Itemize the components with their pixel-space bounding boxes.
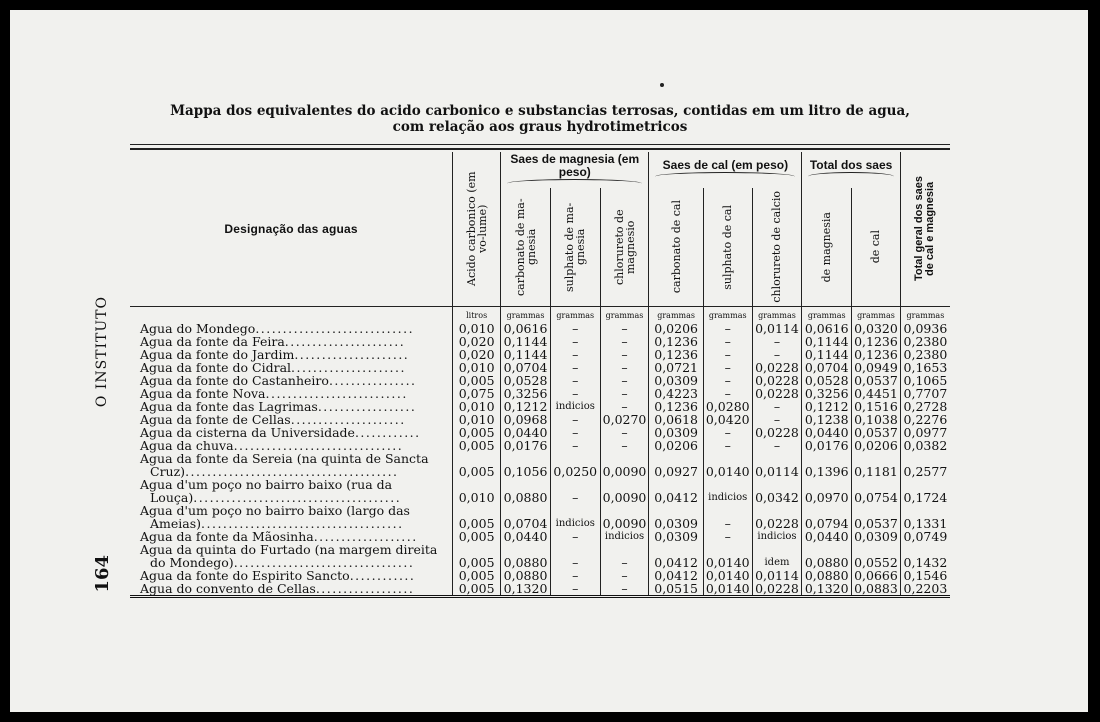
top-rule-thick [130, 148, 950, 150]
unit-label: grammas [703, 307, 752, 323]
value-cell: 0,0749 [900, 530, 950, 543]
value-cell: – [600, 348, 649, 361]
value-cell: 0,0114 [752, 322, 802, 335]
value-cell: 0,0880 [501, 569, 551, 582]
unit-label: grammas [649, 307, 703, 323]
value-cell: – [550, 413, 600, 426]
value-cell: 0,0228 [752, 387, 802, 400]
value-cell: 0,0949 [852, 361, 901, 374]
value-cell: 0,0420 [703, 413, 752, 426]
data-table [130, 152, 950, 598]
value-cell: 0,1236 [852, 348, 901, 361]
value-cell: 0,2203 [900, 582, 950, 597]
value-cell: 0,0880 [501, 543, 551, 569]
value-cell: 0,0412 [649, 543, 703, 569]
value-cell: 0,0721 [649, 361, 703, 374]
value-cell: – [703, 348, 752, 361]
water-name-line: Agua do convento de Cellas.................. [140, 581, 415, 596]
value-cell: 0,2577 [900, 452, 950, 478]
value-cell: 0,0140 [703, 569, 752, 582]
value-cell: 0,0090 [600, 504, 649, 530]
value-cell: – [752, 400, 802, 413]
value-cell: 0,1236 [649, 335, 703, 348]
value-cell: 0,0228 [752, 374, 802, 387]
value-cell: 0,1236 [649, 400, 703, 413]
value-cell: 0,0794 [802, 504, 852, 530]
leader-dots: ..................................... [201, 516, 404, 531]
leader-dots: ............ [349, 568, 416, 583]
header-chlorureto-magnesio: chlorureto de magnesio [600, 188, 649, 307]
value-cell: – [600, 543, 649, 569]
value-cell: – [752, 348, 802, 361]
value-cell: 0,1653 [900, 361, 950, 374]
value-cell: 0,0206 [649, 439, 703, 452]
header-chlorureto-calcio: chlorureto de calcio [752, 188, 802, 307]
ink-dot [660, 83, 664, 87]
table-row [130, 543, 950, 569]
value-cell: idem [752, 543, 802, 569]
water-name-line: Louça)...................................... [150, 490, 402, 505]
value-cell: 0,0228 [752, 504, 802, 530]
unit-label: grammas [802, 307, 852, 323]
top-rule [130, 144, 950, 145]
value-cell: 0,3256 [802, 387, 852, 400]
header-de-magnesia: de magnesia [802, 188, 852, 307]
water-name [130, 452, 453, 478]
value-cell: 0,0250 [550, 452, 600, 478]
water-name-line: do Mondego)................................. [150, 555, 415, 570]
value-cell: – [703, 374, 752, 387]
water-name-line: Agua da fonte do Castanheiro................ [140, 373, 417, 388]
value-cell: 0,0140 [703, 543, 752, 569]
value-cell: 0,0412 [649, 478, 703, 504]
value-cell: 0,005 [453, 504, 501, 530]
leader-dots: ..................... [290, 412, 406, 427]
value-cell: 0,0140 [703, 452, 752, 478]
value-cell: 0,010 [453, 478, 501, 504]
value-cell: 0,0309 [649, 530, 703, 543]
water-name-line: Agua da fonte de Cellas..................... [140, 412, 406, 427]
value-cell: – [600, 439, 649, 452]
value-cell: 0,0936 [900, 322, 950, 335]
value-cell: 0,0968 [501, 413, 551, 426]
value-cell: – [550, 335, 600, 348]
water-name-line: Agua da fonte das Lagrimas.................. [140, 399, 417, 414]
value-cell: 0,005 [453, 439, 501, 452]
value-cell: indicios [600, 530, 649, 543]
header-group-total: Total dos saes [802, 152, 900, 188]
unit-label: grammas [900, 307, 950, 323]
value-cell: 0,005 [453, 582, 501, 597]
value-cell: 0,005 [453, 543, 501, 569]
leader-dots: ................... [313, 529, 418, 544]
value-cell: 0,1181 [852, 452, 901, 478]
value-cell: 0,1144 [501, 348, 551, 361]
value-cell: indicios [550, 504, 600, 530]
value-cell: 0,0440 [802, 530, 852, 543]
value-cell: 0,005 [453, 530, 501, 543]
leader-dots: ............................... [233, 438, 404, 453]
header-acido-carbonico: Acido carbonico (em vo-lume) [453, 152, 501, 307]
value-cell: 0,005 [453, 374, 501, 387]
value-cell: 0,2728 [900, 400, 950, 413]
value-cell: – [550, 361, 600, 374]
value-cell: – [550, 543, 600, 569]
value-cell: 0,0880 [802, 569, 852, 582]
value-cell: – [550, 322, 600, 335]
water-name-line: Ameias)..................................... [150, 516, 404, 531]
value-cell: 0,0754 [852, 478, 901, 504]
water-name [130, 543, 453, 569]
value-cell: 0,1320 [802, 582, 852, 597]
value-cell: – [600, 361, 649, 374]
value-cell: 0,010 [453, 413, 501, 426]
value-cell: – [703, 439, 752, 452]
value-cell: – [600, 569, 649, 582]
value-cell: 0,0970 [802, 478, 852, 504]
value-cell: 0,0880 [501, 478, 551, 504]
leader-dots: ...................... [284, 334, 406, 349]
value-cell: – [600, 322, 649, 335]
value-cell: 0,2380 [900, 335, 950, 348]
value-cell: 0,0309 [649, 426, 703, 439]
value-cell: – [550, 387, 600, 400]
value-cell: 0,0618 [649, 413, 703, 426]
value-cell: – [550, 374, 600, 387]
value-cell: 0,1396 [802, 452, 852, 478]
value-cell: 0,0528 [802, 374, 852, 387]
unit-label: grammas [852, 307, 901, 323]
water-name-line: Agua da fonte do Espirito Sancto............ [140, 568, 416, 583]
value-cell: – [550, 530, 600, 543]
value-cell: 0,0114 [752, 569, 802, 582]
value-cell: – [752, 439, 802, 452]
value-cell: 0,1212 [501, 400, 551, 413]
value-cell: – [703, 361, 752, 374]
value-cell: 0,005 [453, 452, 501, 478]
value-cell: – [600, 387, 649, 400]
value-cell: 0,4223 [649, 387, 703, 400]
value-cell: 0,0228 [752, 426, 802, 439]
table-row [130, 452, 950, 478]
value-cell: 0,0140 [703, 582, 752, 597]
value-cell: 0,1516 [852, 400, 901, 413]
header-group-cal: Saes de cal (em peso) [649, 152, 802, 188]
leader-dots: .................. [315, 581, 415, 596]
water-name [130, 478, 453, 504]
header-carbonato-magnesia: carbonato de ma-gnesia [501, 188, 551, 307]
value-cell: 0,010 [453, 322, 501, 335]
header-de-cal: de cal [852, 188, 901, 307]
value-cell: 0,0228 [752, 582, 802, 597]
leader-dots: ................ [328, 373, 417, 388]
value-cell: 0,1038 [852, 413, 901, 426]
header-sulphato-magnesia: sulphato de ma-gnesia [550, 188, 600, 307]
value-cell: 0,0704 [802, 361, 852, 374]
value-cell: 0,1144 [802, 348, 852, 361]
value-cell: – [752, 413, 802, 426]
title-line-2: com relação aos graus hydrotimetricos [392, 119, 688, 135]
value-cell: 0,3256 [501, 387, 551, 400]
header-total-geral: Total geral dos saes de cal e magnesia [900, 152, 950, 307]
value-cell: – [600, 426, 649, 439]
table-row [130, 582, 950, 597]
header-sulphato-cal: sulphato de cal [703, 188, 752, 307]
value-cell: – [600, 582, 649, 597]
value-cell: 0,0704 [501, 504, 551, 530]
unit-label: grammas [501, 307, 551, 323]
value-cell: 0,0382 [900, 439, 950, 452]
water-name-line: Agua da fonte da Sereia (na quinta de Sancta [140, 451, 429, 466]
value-cell: 0,0977 [900, 426, 950, 439]
value-cell: 0,010 [453, 361, 501, 374]
value-cell: indicios [550, 400, 600, 413]
value-cell: 0,0309 [852, 530, 901, 543]
water-name-line: Agua da chuva............................... [140, 438, 404, 453]
water-name [130, 582, 453, 597]
value-cell: 0,020 [453, 348, 501, 361]
water-name-line: Agua da cisterna da Universidade............ [140, 425, 421, 440]
value-cell: 0,005 [453, 569, 501, 582]
value-cell: 0,0440 [501, 530, 551, 543]
value-cell: – [703, 335, 752, 348]
value-cell: 0,0440 [802, 426, 852, 439]
value-cell: 0,1056 [501, 452, 551, 478]
water-name-line: Agua da fonte da Mãosinha................... [140, 529, 418, 544]
table-title [130, 103, 950, 135]
value-cell: 0,0537 [852, 426, 901, 439]
value-cell: 0,0552 [852, 543, 901, 569]
value-cell: 0,005 [453, 426, 501, 439]
value-cell: – [600, 400, 649, 413]
value-cell: – [550, 348, 600, 361]
value-cell: – [600, 374, 649, 387]
value-cell: 0,0206 [649, 322, 703, 335]
water-name-line: Agua da fonte do Jardim..................... [140, 347, 410, 362]
value-cell: 0,0270 [600, 413, 649, 426]
value-cell: 0,0090 [600, 478, 649, 504]
water-name-line: Agua da fonte da Feira...................... [140, 334, 406, 349]
value-cell: 0,0927 [649, 452, 703, 478]
value-cell: 0,0880 [802, 543, 852, 569]
value-cell: 0,1144 [501, 335, 551, 348]
value-cell: – [550, 439, 600, 452]
value-cell: 0,0616 [802, 322, 852, 335]
water-name-line: Agua do Mondego............................. [140, 321, 415, 336]
value-cell: – [703, 322, 752, 335]
unit-label: grammas [752, 307, 802, 323]
unit-label: grammas [600, 307, 649, 323]
value-cell: 0,1331 [900, 504, 950, 530]
running-header: O INSTITUTO [94, 296, 110, 408]
value-cell: – [703, 387, 752, 400]
value-cell: 0,0206 [852, 439, 901, 452]
value-cell: 0,020 [453, 335, 501, 348]
document-page [10, 10, 1088, 712]
value-cell: 0,0537 [852, 374, 901, 387]
value-cell: – [550, 478, 600, 504]
header-group-magnesia: Saes de magnesia (em peso) [501, 152, 649, 188]
value-cell: 0,0883 [852, 582, 901, 597]
value-cell: 0,010 [453, 400, 501, 413]
value-cell: – [703, 504, 752, 530]
leader-dots: .................. [317, 399, 417, 414]
value-cell: 0,1320 [501, 582, 551, 597]
value-cell: 0,0309 [649, 504, 703, 530]
value-cell: 0,0309 [649, 374, 703, 387]
leader-dots: ..................... [294, 347, 410, 362]
value-cell: – [752, 335, 802, 348]
value-cell: 0,1212 [802, 400, 852, 413]
value-cell: 0,0228 [752, 361, 802, 374]
value-cell: – [703, 530, 752, 543]
value-cell: 0,1546 [900, 569, 950, 582]
water-name-line: Agua da fonte do Cidral..................... [140, 360, 406, 375]
value-cell: indicios [703, 478, 752, 504]
value-cell: 0,0666 [852, 569, 901, 582]
value-cell: 0,0090 [600, 452, 649, 478]
value-cell: 0,1724 [900, 478, 950, 504]
header-designacao: Designação das aguas [224, 221, 358, 236]
water-name-line: Agua da quinta do Furtado (na margem direita [140, 542, 438, 557]
unit-label: litros [453, 307, 501, 323]
value-cell: 0,2380 [900, 348, 950, 361]
value-cell: 0,0704 [501, 361, 551, 374]
page-number: 164 [92, 555, 113, 593]
value-cell: 0,0537 [852, 504, 901, 530]
value-cell: 0,7707 [900, 387, 950, 400]
table-row [130, 504, 950, 530]
value-cell: 0,0176 [802, 439, 852, 452]
value-cell: 0,1065 [900, 374, 950, 387]
value-cell: – [703, 426, 752, 439]
value-cell: 0,2276 [900, 413, 950, 426]
value-cell: 0,4451 [852, 387, 901, 400]
value-cell: 0,0176 [501, 439, 551, 452]
value-cell: – [550, 582, 600, 597]
title-line-1: Mappa dos equivalentes do acido carbonico e substancias terrosas, contidas em um litro de agua, [170, 103, 910, 119]
leader-dots: ..................... [291, 360, 406, 375]
table-row [130, 478, 950, 504]
leader-dots: ............ [354, 425, 421, 440]
value-cell: 0,0114 [752, 452, 802, 478]
value-cell: 0,075 [453, 387, 501, 400]
header-carbonato-cal: carbonato de cal [649, 188, 703, 307]
leader-dots: ................................. [233, 555, 415, 570]
value-cell: – [600, 335, 649, 348]
value-cell: – [550, 426, 600, 439]
leader-dots: ....................................... [185, 464, 399, 479]
water-name-line: Cruz)....................................... [150, 464, 399, 479]
value-cell: indicios [752, 530, 802, 543]
leader-dots: ............................. [255, 321, 415, 336]
water-name-line: Agua d'um poço no bairro baixo (largo das [140, 503, 410, 518]
value-cell: 0,0515 [649, 582, 703, 597]
leader-dots: .......................... [265, 386, 408, 401]
value-cell: 0,0528 [501, 374, 551, 387]
value-cell: 0,1144 [802, 335, 852, 348]
value-cell: 0,0280 [703, 400, 752, 413]
value-cell: 0,0616 [501, 322, 551, 335]
value-cell: 0,0440 [501, 426, 551, 439]
value-cell: 0,1432 [900, 543, 950, 569]
leader-dots: ...................................... [193, 490, 402, 505]
water-name-line: Agua da fonte Nova.......................... [140, 386, 408, 401]
value-cell: 0,0412 [649, 569, 703, 582]
value-cell: 0,0342 [752, 478, 802, 504]
water-name-line: Agua d'um poço no bairro baixo (rua da [140, 477, 393, 492]
value-cell: 0,1236 [852, 335, 901, 348]
value-cell: – [550, 569, 600, 582]
unit-label: grammas [550, 307, 600, 323]
value-cell: 0,0320 [852, 322, 901, 335]
value-cell: 0,1236 [649, 348, 703, 361]
value-cell: 0,1238 [802, 413, 852, 426]
units-row [130, 307, 950, 323]
water-name [130, 504, 453, 530]
